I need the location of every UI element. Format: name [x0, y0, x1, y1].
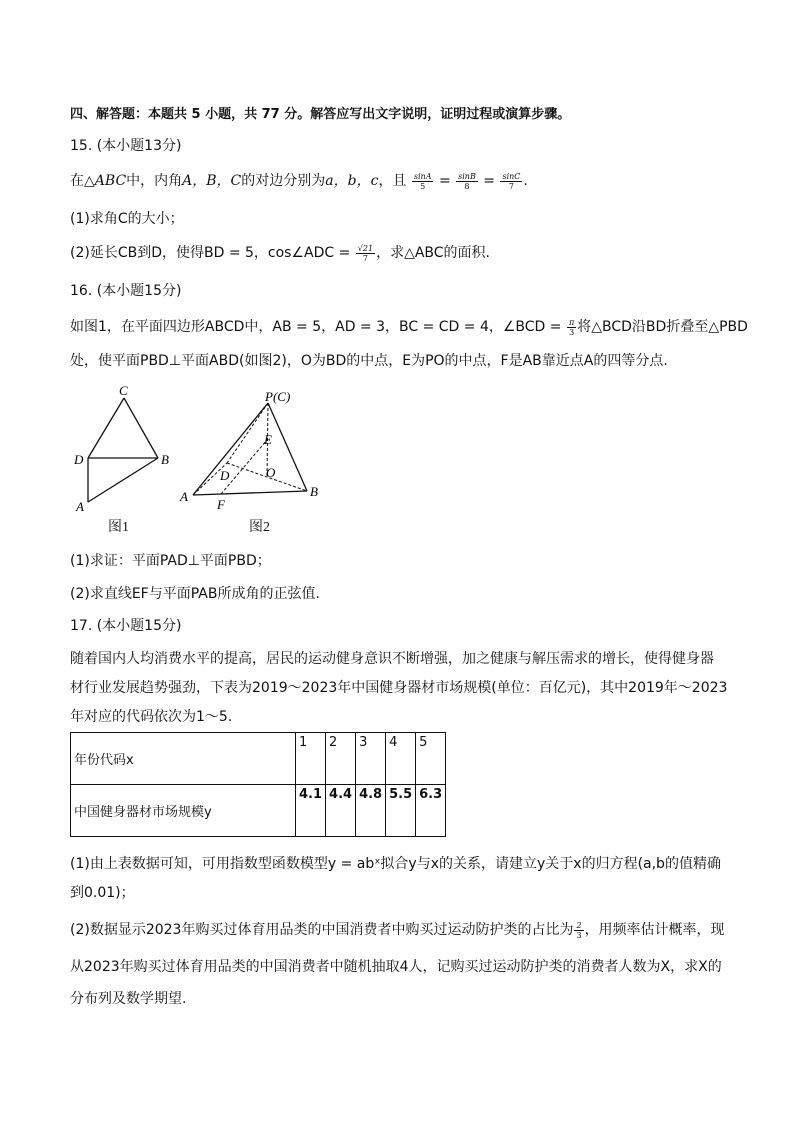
table-cell: 3	[356, 733, 386, 785]
q16-line1-a: 如图1，在平面四边形ABCD中，AB = 5，AD = 3，BC = CD = 4，∠BCD =	[70, 319, 562, 335]
q15-title: 15. (本小题13分)	[70, 138, 182, 154]
table-cell: 4	[386, 733, 416, 785]
q16-line2: 处，使平面PBD⊥平面ABD(如图2)，O为BD的中点，E为PO的中点，F是AB靠近点A的四等分点.	[70, 353, 668, 369]
q16-title: 16. (本小题15分)	[70, 283, 182, 299]
edge-CB	[124, 398, 158, 458]
section-header: 四、解答题：本题共 5 小题，共 77 分。解答应写出文字说明，证明过程或演算步骤。	[70, 107, 571, 122]
q16-line1	[70, 316, 748, 337]
label-A: A	[180, 489, 188, 504]
q17-part2-line3: 分布列及数学期望.	[70, 991, 187, 1007]
q15-eq1: =	[438, 173, 451, 189]
table-cell: 5.5	[386, 785, 416, 837]
label-F: F	[217, 497, 225, 512]
edge-AB	[193, 491, 307, 495]
row1-label: 年份代码x	[71, 733, 296, 785]
q15-frac-sinB: $\frac{\sin B}{8}$	[458, 171, 476, 191]
label-A: A	[76, 499, 84, 514]
q15-stem-b: ABC	[94, 173, 127, 189]
edge-FE	[221, 440, 267, 494]
figure-1-caption: 图1	[108, 520, 129, 535]
label-B: B	[161, 452, 169, 467]
q15-part2-frac: $\frac{√21}{7}$	[357, 243, 374, 263]
table-cell: 4.1	[296, 785, 326, 837]
label-E: E	[264, 432, 272, 447]
q15-stem-e: 的对边分别为	[241, 173, 326, 189]
q15-frac-sinC: $\frac{\sin C}{7}$	[502, 171, 521, 191]
figure-1	[70, 380, 180, 515]
q15-part1: (1)求角C的大小；	[70, 211, 184, 227]
q16-frac-pi3: $\frac{\pi}{3}$	[568, 317, 575, 337]
table-row	[71, 733, 446, 785]
data-table	[70, 732, 446, 837]
q17-title: 17. (本小题15分)	[70, 618, 182, 634]
figure-2-caption: 图2	[249, 520, 270, 535]
q16-line1-b: 将△BCD沿BD折叠至△PBD	[577, 319, 748, 335]
edge-PA	[193, 403, 268, 495]
q17-part2-line1	[70, 919, 725, 940]
edge-CD	[88, 398, 124, 458]
q15-stem-g: ，且	[378, 173, 407, 189]
q17-line3: 年对应的代码依次为1～5.	[70, 709, 233, 725]
q15-frac-sinA: $\frac{\sin A}{5}$	[413, 171, 432, 191]
q17-part2-b: ，用频率估计概率，现	[584, 922, 725, 938]
q15-stem-a: 在△	[70, 173, 95, 189]
label-D: D	[220, 468, 230, 483]
label-O: O	[266, 465, 276, 480]
q17-line1: 随着国内人均消费水平的提高，居民的运动健身意识不断增强，加之健康与解压需求的增长，使得健身器	[70, 651, 714, 667]
table-cell: 4.4	[326, 785, 356, 837]
q16-part1: (1)求证：平面PAD⊥平面PBD；	[70, 553, 271, 569]
table-row	[71, 785, 446, 837]
table-cell: 2	[326, 733, 356, 785]
q17-part2-a: (2)数据显示2023年购买过体育用品类的中国消费者中购买过运动防护类的占比为	[70, 922, 574, 938]
q15-stem	[70, 170, 528, 191]
q15-stem-c: 中，内角	[126, 173, 183, 189]
q15-stem-f: a，b，c	[325, 173, 379, 189]
label-D: D	[74, 452, 84, 467]
table-cell: 1	[296, 733, 326, 785]
label-B: B	[310, 484, 318, 499]
edge-PD	[227, 403, 268, 463]
q15-stem-d: A，B，C	[182, 173, 242, 189]
q15-end: .	[523, 173, 528, 189]
table-cell: 5	[416, 733, 446, 785]
q17-part1-line1: (1)由上表数据可知，可用指数型函数模型y = abˣ拟合y与x的关系，请建立y关于x的归方程(a,b的值精确	[70, 856, 721, 872]
q15-part2-b: ，求△ABC的面积.	[376, 245, 491, 261]
table-cell: 4.8	[356, 785, 386, 837]
q16-part2: (2)求直线EF与平面PAB所成角的正弦值.	[70, 586, 320, 602]
edge-AB	[88, 458, 158, 502]
row2-label: 中国健身器材市场规模y	[71, 785, 296, 837]
q17-part1-line2: 到0.01)；	[70, 885, 135, 901]
q17-frac-2-3: $\frac{2}{3}$	[576, 920, 582, 940]
label-C: C	[119, 383, 128, 398]
q17-part2-line2: 从2023年购买过体育用品类的中国消费者中随机抽取4人，记购买过运动防护类的消费者人数为X，求X的	[70, 959, 722, 975]
table-cell: 6.3	[416, 785, 446, 837]
q15-eq2: =	[483, 173, 496, 189]
label-P: P(C)	[265, 389, 291, 404]
figure-2	[175, 385, 335, 515]
q15-part2-a: (2)延长CB到D，使得BD = 5，cos∠ADC =	[70, 245, 351, 261]
q17-line2: 材行业发展趋势强劲，下表为2019～2023年中国健身器材市场规模(单位：百亿元)，其中2019年～2023	[70, 680, 728, 696]
q15-part2	[70, 242, 490, 263]
